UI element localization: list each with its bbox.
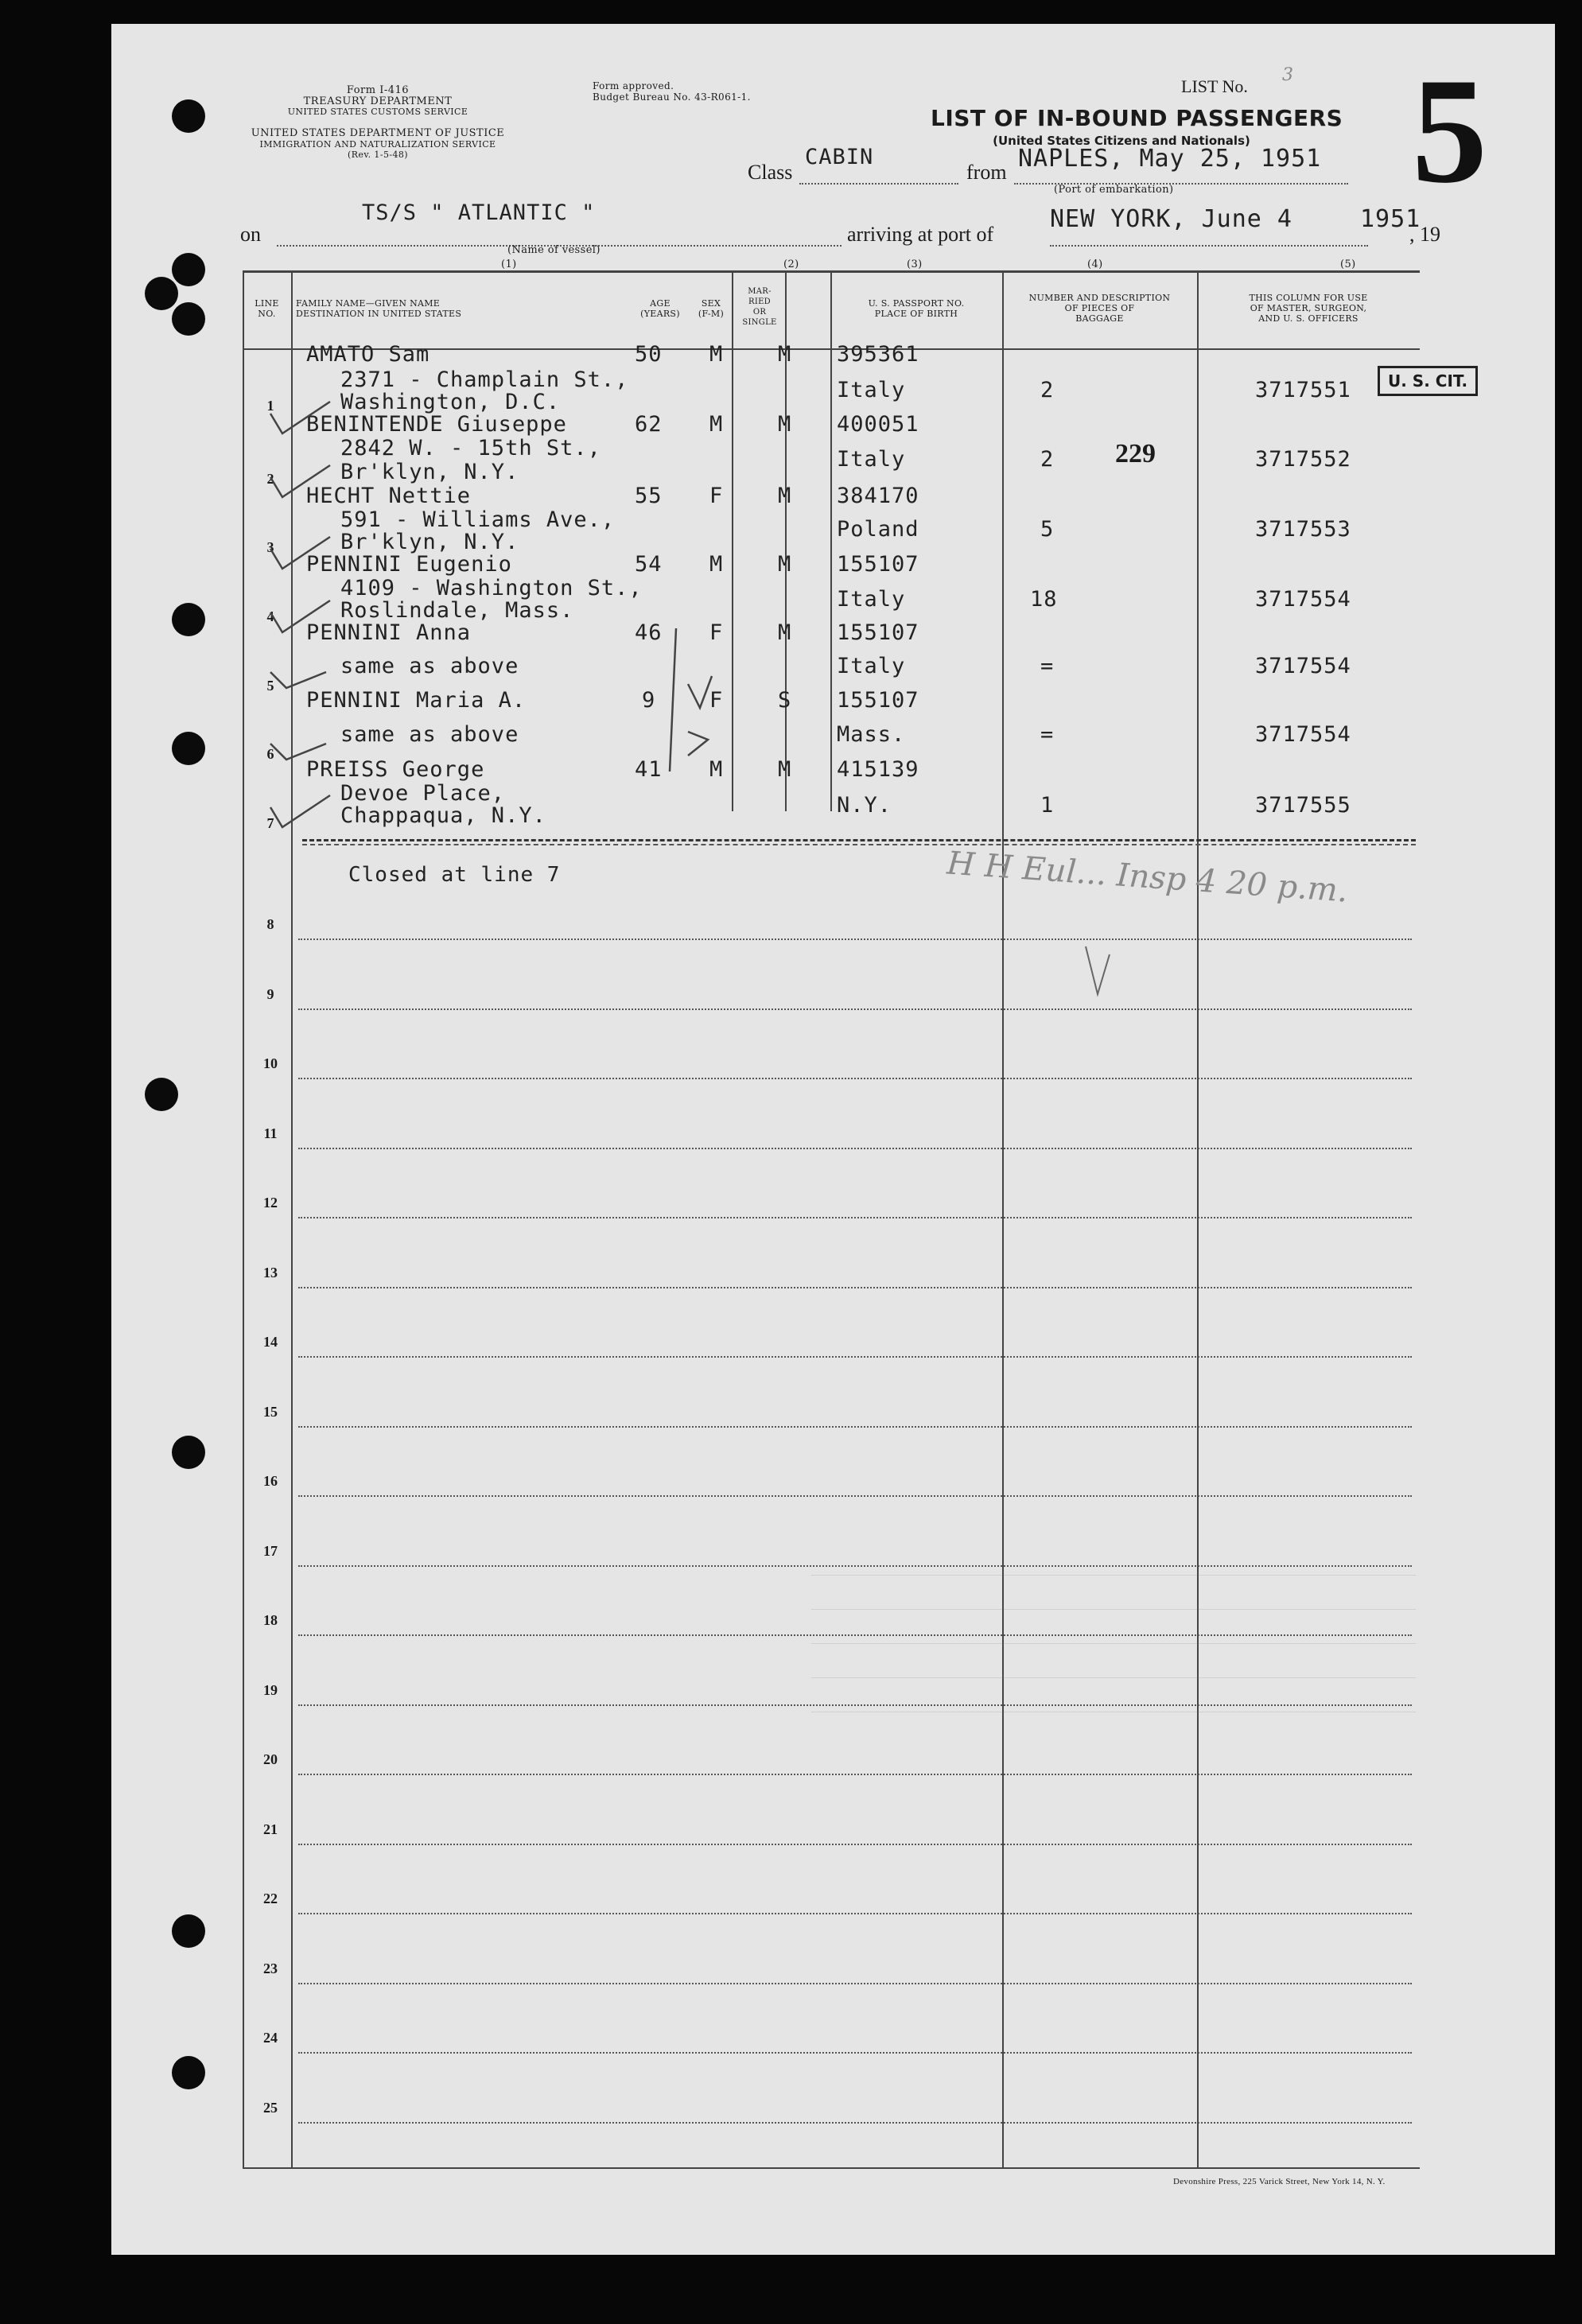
ruled-line [298, 1983, 1412, 1984]
line-number: 18 [263, 1612, 278, 1628]
officer-number: 3717554 [1255, 722, 1351, 747]
closed-note: Closed at line 7 [348, 863, 561, 887]
line-number: 20 [263, 1751, 278, 1767]
passenger-birthplace: Poland [837, 517, 919, 542]
baggage-count: 18 [1030, 587, 1058, 612]
ruled-line [298, 1356, 1412, 1358]
passenger-birthplace: Mass. [837, 722, 906, 747]
from-value: NAPLES, May 25, 1951 [1018, 145, 1322, 173]
passenger-marital: M [778, 342, 792, 367]
baggage-count: = [1040, 722, 1055, 747]
class-label: Class [748, 161, 793, 184]
ruled-line [298, 1008, 1412, 1010]
on-label: on [240, 223, 261, 246]
passenger-passport: 415139 [837, 757, 919, 782]
bleed-through-text [811, 1551, 1416, 1790]
binder-hole [172, 603, 205, 636]
passenger-address-1: 2842 W. - 15th St., [340, 436, 601, 461]
line-number: 11 [263, 1125, 278, 1141]
form-approved: Form approved. [593, 80, 674, 91]
arrival-year: 1951 [1360, 205, 1421, 233]
line-number: 17 [263, 1542, 278, 1559]
passenger-passport: 155107 [837, 688, 919, 713]
ruled-line [298, 1148, 1412, 1149]
passenger-sex: F [709, 620, 724, 645]
passenger-sex: M [709, 342, 724, 367]
passenger-age: 46 [635, 620, 663, 645]
passenger-sex: M [709, 552, 724, 577]
passenger-passport: 155107 [837, 620, 919, 645]
ruled-line [298, 1913, 1412, 1914]
binder-hole [172, 99, 205, 133]
check-marks [255, 358, 811, 859]
vessel-note: (Name of vessel) [507, 244, 601, 256]
form-number: Form I-416 [346, 84, 410, 96]
line-number: 3 [266, 539, 274, 555]
port-embarkation-note: (Port of embarkation) [1054, 184, 1174, 196]
binder-hole [172, 1914, 205, 1948]
passenger-name: PENNINI Eugenio [306, 552, 512, 577]
passenger-birthplace: Italy [837, 654, 906, 678]
baggage-count: 2 [1040, 378, 1055, 402]
passenger-marital: M [778, 552, 792, 577]
officer-number: 3717553 [1255, 517, 1351, 542]
header-married: MAR- RIED OR SINGLE [742, 287, 777, 327]
line-number: 19 [263, 1681, 278, 1698]
passenger-age: 41 [635, 757, 663, 782]
line-number: 1 [266, 398, 274, 414]
officer-number: 3717555 [1255, 793, 1351, 818]
officer-number: 3717554 [1255, 587, 1351, 612]
line-number: 5 [266, 678, 274, 694]
line-number: 12 [263, 1195, 278, 1211]
line-number: 10 [263, 1055, 278, 1071]
passenger-passport: 384170 [837, 484, 919, 508]
passenger-address-2: Br'klyn, N.Y. [340, 460, 519, 484]
revision: (Rev. 1-5-48) [348, 150, 408, 160]
document-subtitle: (United States Citizens and Nationals) [993, 134, 1250, 148]
passenger-address-2: Chappaqua, N.Y. [340, 803, 546, 828]
document-title: LIST OF IN-BOUND PASSENGERS [931, 105, 1343, 131]
passenger-address-1: 4109 - Washington St., [340, 576, 643, 600]
passenger-birthplace: Italy [837, 378, 906, 402]
line-number: 16 [263, 1473, 278, 1489]
passenger-name: AMATO Sam [306, 342, 430, 367]
line-number: 25 [263, 2099, 278, 2116]
line-number: 7 [266, 815, 274, 831]
passenger-marital: S [778, 688, 792, 713]
baggage-count: 1 [1040, 793, 1055, 818]
binder-hole [172, 2056, 205, 2089]
passenger-address-1: same as above [340, 722, 519, 747]
passenger-address-1: 2371 - Champlain St., [340, 367, 629, 392]
passenger-birthplace: Italy [837, 447, 906, 472]
passenger-address-1: 591 - Williams Ave., [340, 507, 616, 532]
arrival-port-value: NEW YORK, June 4 [1050, 205, 1292, 233]
baggage-count: 2 [1040, 447, 1055, 472]
binder-hole [172, 253, 205, 286]
passenger-birthplace: N.Y. [837, 793, 892, 818]
us-citizen-stamp: U. S. CIT. [1378, 366, 1478, 396]
officer-number: 3717551 [1255, 378, 1351, 402]
ruled-line [298, 2052, 1412, 2054]
passenger-passport: 155107 [837, 552, 919, 577]
ruled-line [298, 1287, 1412, 1288]
vessel-name: TS/S " ATLANTIC " [362, 200, 596, 225]
printer-footer: Devonshire Press, 225 Varick Street, New York 14, N. Y. [1173, 2177, 1386, 2186]
arriving-label: arriving at port of [847, 223, 994, 246]
passenger-name: HECHT Nettie [306, 484, 472, 508]
year-suffix: , 19 [1409, 223, 1440, 246]
ruled-line [298, 1495, 1412, 1497]
header-passport: U. S. PASSPORT NO. PLACE OF BIRTH [868, 298, 965, 319]
line-number: 13 [263, 1264, 278, 1281]
header-name: FAMILY NAME—GIVEN NAME DESTINATION IN UNITED STATES [296, 298, 462, 319]
passenger-name: PREISS George [306, 757, 485, 782]
passenger-marital: M [778, 620, 792, 645]
column-number: (1) [501, 258, 517, 270]
from-label: from [966, 161, 1007, 184]
passenger-name: PENNINI Anna [306, 620, 472, 645]
column-number: (4) [1087, 258, 1103, 270]
ruled-line [298, 1078, 1412, 1079]
line-number: 23 [263, 1960, 278, 1976]
passenger-sex: M [709, 412, 724, 437]
header-sex: SEX (F-M) [698, 298, 725, 319]
binder-hole [172, 732, 205, 765]
header-age: AGE (YEARS) [640, 298, 680, 319]
header-officers: THIS COLUMN FOR USE OF MASTER, SURGEON, AND U. S. OFFICERS [1249, 293, 1368, 324]
passenger-birthplace: Italy [837, 587, 906, 612]
passenger-address-1: Devoe Place, [340, 781, 506, 806]
ruled-line [298, 939, 1412, 940]
passenger-age: 62 [635, 412, 663, 437]
immigration-service: IMMIGRATION AND NATURALIZATION SERVICE [259, 139, 496, 150]
passenger-address-2: Br'klyn, N.Y. [340, 530, 519, 554]
passenger-sex: M [709, 757, 724, 782]
manifest-page [111, 24, 1555, 2255]
passenger-sex: F [709, 688, 724, 713]
binder-hole [145, 277, 178, 310]
binder-hole [172, 1436, 205, 1469]
ruled-line [298, 1426, 1412, 1428]
header-baggage: NUMBER AND DESCRIPTION OF PIECES OF BAGGAGE [1028, 293, 1171, 324]
baggage-note: 229 [1115, 439, 1156, 468]
passenger-name: PENNINI Maria A. [306, 688, 527, 713]
column-number: (5) [1340, 258, 1356, 270]
binder-hole [172, 302, 205, 336]
line-number: 6 [266, 746, 274, 762]
budget-bureau: Budget Bureau No. 43-R061-1. [593, 91, 751, 103]
column-number: (2) [783, 258, 799, 270]
passenger-age: 55 [635, 484, 663, 508]
line-number: 14 [263, 1334, 278, 1350]
page-number: 5 [1412, 48, 1487, 215]
line-number: 4 [266, 608, 274, 624]
column-number: (3) [907, 258, 923, 270]
passenger-address-1: same as above [340, 654, 519, 678]
ruled-line [298, 1217, 1412, 1218]
passenger-marital: M [778, 757, 792, 782]
customs-service: UNITED STATES CUSTOMS SERVICE [287, 107, 468, 117]
passenger-address-2: Roslindale, Mass. [340, 598, 574, 623]
passenger-marital: M [778, 484, 792, 508]
line-number: 15 [263, 1403, 278, 1420]
passenger-sex: F [709, 484, 724, 508]
header-line: LINE NO. [255, 298, 279, 319]
passenger-age: 54 [635, 552, 663, 577]
passenger-passport: 400051 [837, 412, 919, 437]
department-of-justice: UNITED STATES DEPARTMENT OF JUSTICE [251, 127, 505, 139]
line-number: 21 [263, 1821, 278, 1837]
passenger-passport: 395361 [837, 342, 919, 367]
line-number: 22 [263, 1891, 278, 1906]
ruled-line [298, 2122, 1412, 2124]
treasury-department: TREASURY DEPARTMENT [303, 95, 453, 107]
ruled-line [298, 1844, 1412, 1845]
passenger-marital: M [778, 412, 792, 437]
list-number-label: LIST No. [1181, 76, 1248, 96]
passenger-age: 9 [642, 688, 656, 713]
line-number: 9 [266, 985, 274, 1002]
line-number: 2 [266, 471, 274, 487]
line-number: 8 [266, 916, 274, 932]
binder-hole [145, 1078, 178, 1111]
baggage-count: = [1040, 654, 1055, 678]
baggage-count: 5 [1040, 517, 1055, 542]
list-number-value: 3 [1282, 65, 1293, 85]
passenger-name: BENINTENDE Giuseppe [306, 412, 567, 437]
line-number: 24 [263, 2030, 278, 2046]
officer-number: 3717552 [1255, 447, 1351, 472]
passenger-age: 50 [635, 342, 663, 367]
officer-number: 3717554 [1255, 654, 1351, 678]
class-value: CABIN [805, 145, 874, 169]
inspector-signature: H H Eul... Insp 4 20 p.m. [946, 845, 1349, 910]
passenger-address-2: Washington, D.C. [340, 390, 561, 414]
